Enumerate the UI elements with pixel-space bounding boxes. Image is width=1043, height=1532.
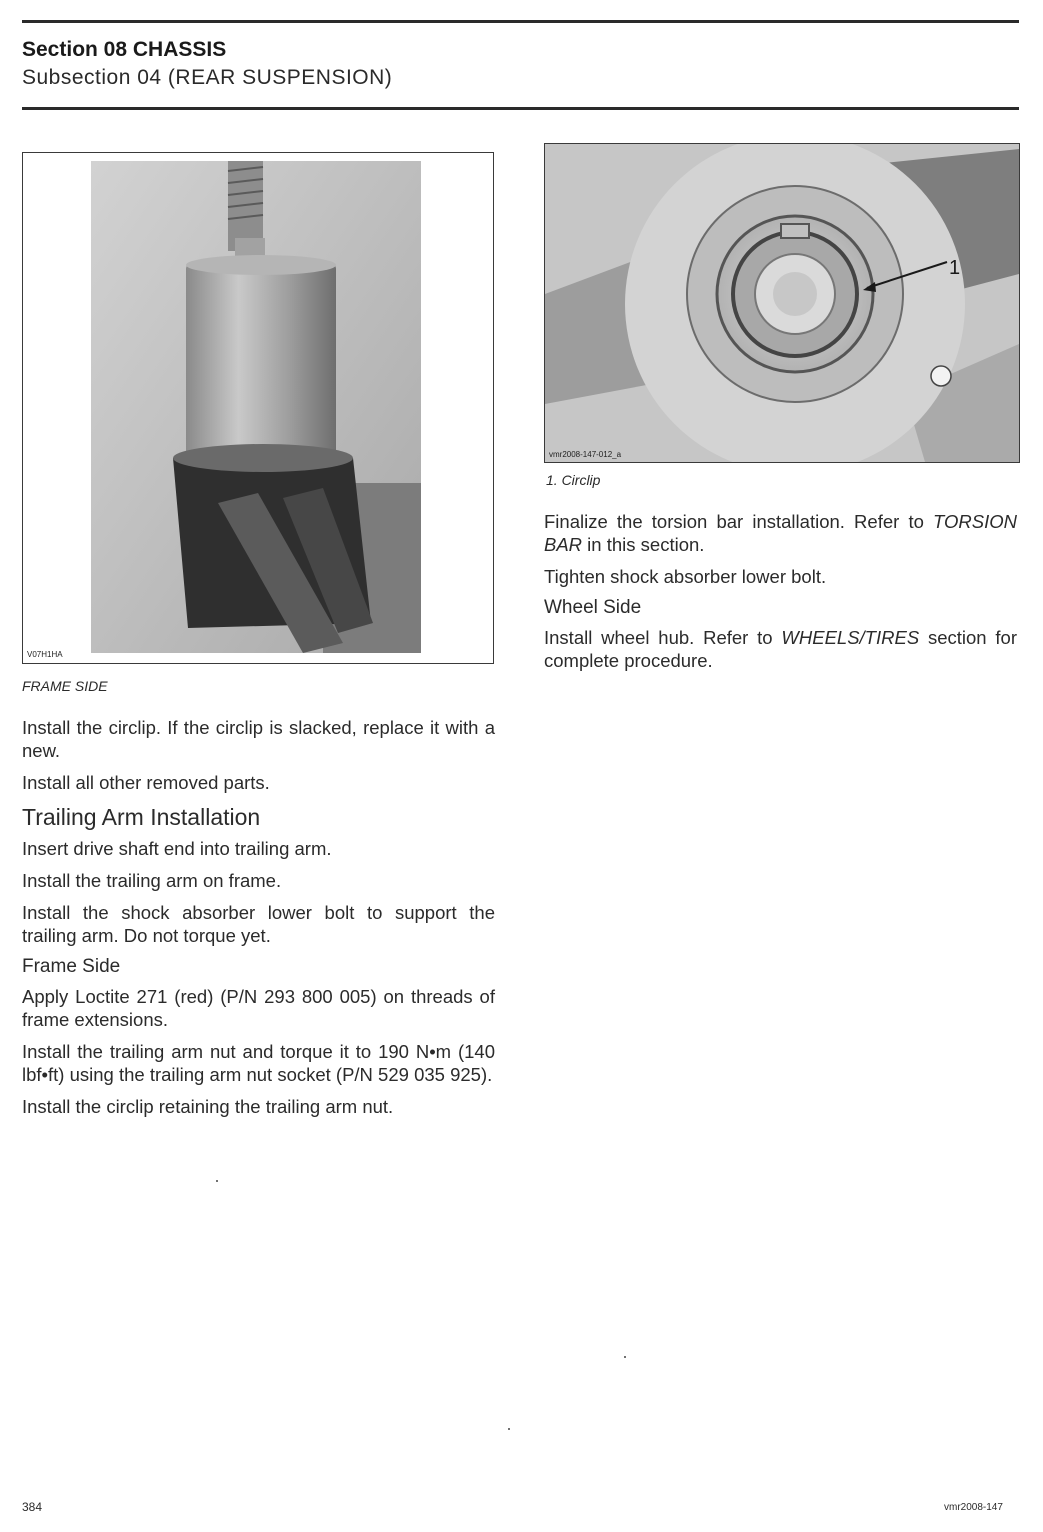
- scan-speck: [624, 1356, 626, 1358]
- paragraph-insert-drive-shaft: Insert drive shaft end into trailing arm.: [22, 838, 332, 859]
- subsection-title: Subsection 04 (REAR SUSPENSION): [22, 66, 393, 89]
- text-wheel-hub-a: Install wheel hub. Refer to: [544, 627, 782, 648]
- paragraph-install-nut-circlip: Install the circlip retaining the trailing arm nut.: [22, 1096, 394, 1117]
- page-number: 384: [22, 1500, 43, 1514]
- section-title: Section 08 CHASSIS: [22, 38, 227, 61]
- header-rule-bottom: [22, 107, 1019, 110]
- paragraph-finalize-torsion-bar: [544, 510, 1017, 556]
- ref-torsion-bar: TORSION BAR: [544, 511, 1017, 555]
- figure-right-callout: 1: [949, 257, 961, 279]
- scan-speck: [216, 1180, 218, 1182]
- text-wheel-hub-b: section for complete procedure.: [544, 627, 1017, 671]
- ref-wheels-tires: WHEELS/TIRES: [781, 627, 920, 648]
- paragraph-apply-loctite: Apply Loctite 271 (red) (P/N 293 800 005) on threads of frame extensions.: [22, 986, 495, 1030]
- figure-right-code: vmr2008-147-012_a: [549, 450, 622, 459]
- figure-right-caption: 1. Circlip: [546, 472, 601, 488]
- figure-circlip: [544, 143, 1020, 463]
- text-finalize-b: in this section.: [582, 534, 705, 555]
- heading-trailing-arm-installation: Trailing Arm Installation: [22, 804, 261, 830]
- scan-speck: [508, 1428, 510, 1430]
- figure-left-caption: FRAME SIDE: [22, 678, 108, 694]
- right-column: [544, 510, 1017, 681]
- frame-side-photo: [23, 153, 493, 663]
- circlip-photo: [545, 144, 1019, 462]
- paragraph-install-trailing-arm: Install the trailing arm on frame.: [22, 870, 282, 891]
- text-finalize-a: Finalize the torsion bar installation. Refer to: [544, 511, 934, 532]
- paragraph-shock-absorber-bolt: Install the shock absorber lower bolt to support the trailing arm. Do not torque yet.: [22, 902, 495, 946]
- left-column: [22, 716, 495, 1127]
- subheading-wheel-side: Wheel Side: [544, 597, 642, 618]
- header-rule-top: [22, 20, 1019, 23]
- figure-frame-side: [22, 152, 494, 664]
- paragraph-tighten-shock: Tighten shock absorber lower bolt.: [544, 566, 827, 587]
- document-code: vmr2008-147: [944, 1502, 1003, 1513]
- paragraph-install-circlip: Install the circlip. If the circlip is slacked, replace it with a new.: [22, 717, 495, 761]
- paragraph-torque-nut: Install the trailing arm nut and torque it to 190 N•m (140 lbf•ft) using the trailing arm nut socket (P/N 529 035 925).: [22, 1041, 495, 1085]
- subheading-frame-side: Frame Side: [22, 956, 121, 977]
- figure-left-code: V07H1HA: [27, 650, 63, 659]
- paragraph-install-wheel-hub: [544, 626, 1017, 672]
- paragraph-install-parts: Install all other removed parts.: [22, 772, 270, 793]
